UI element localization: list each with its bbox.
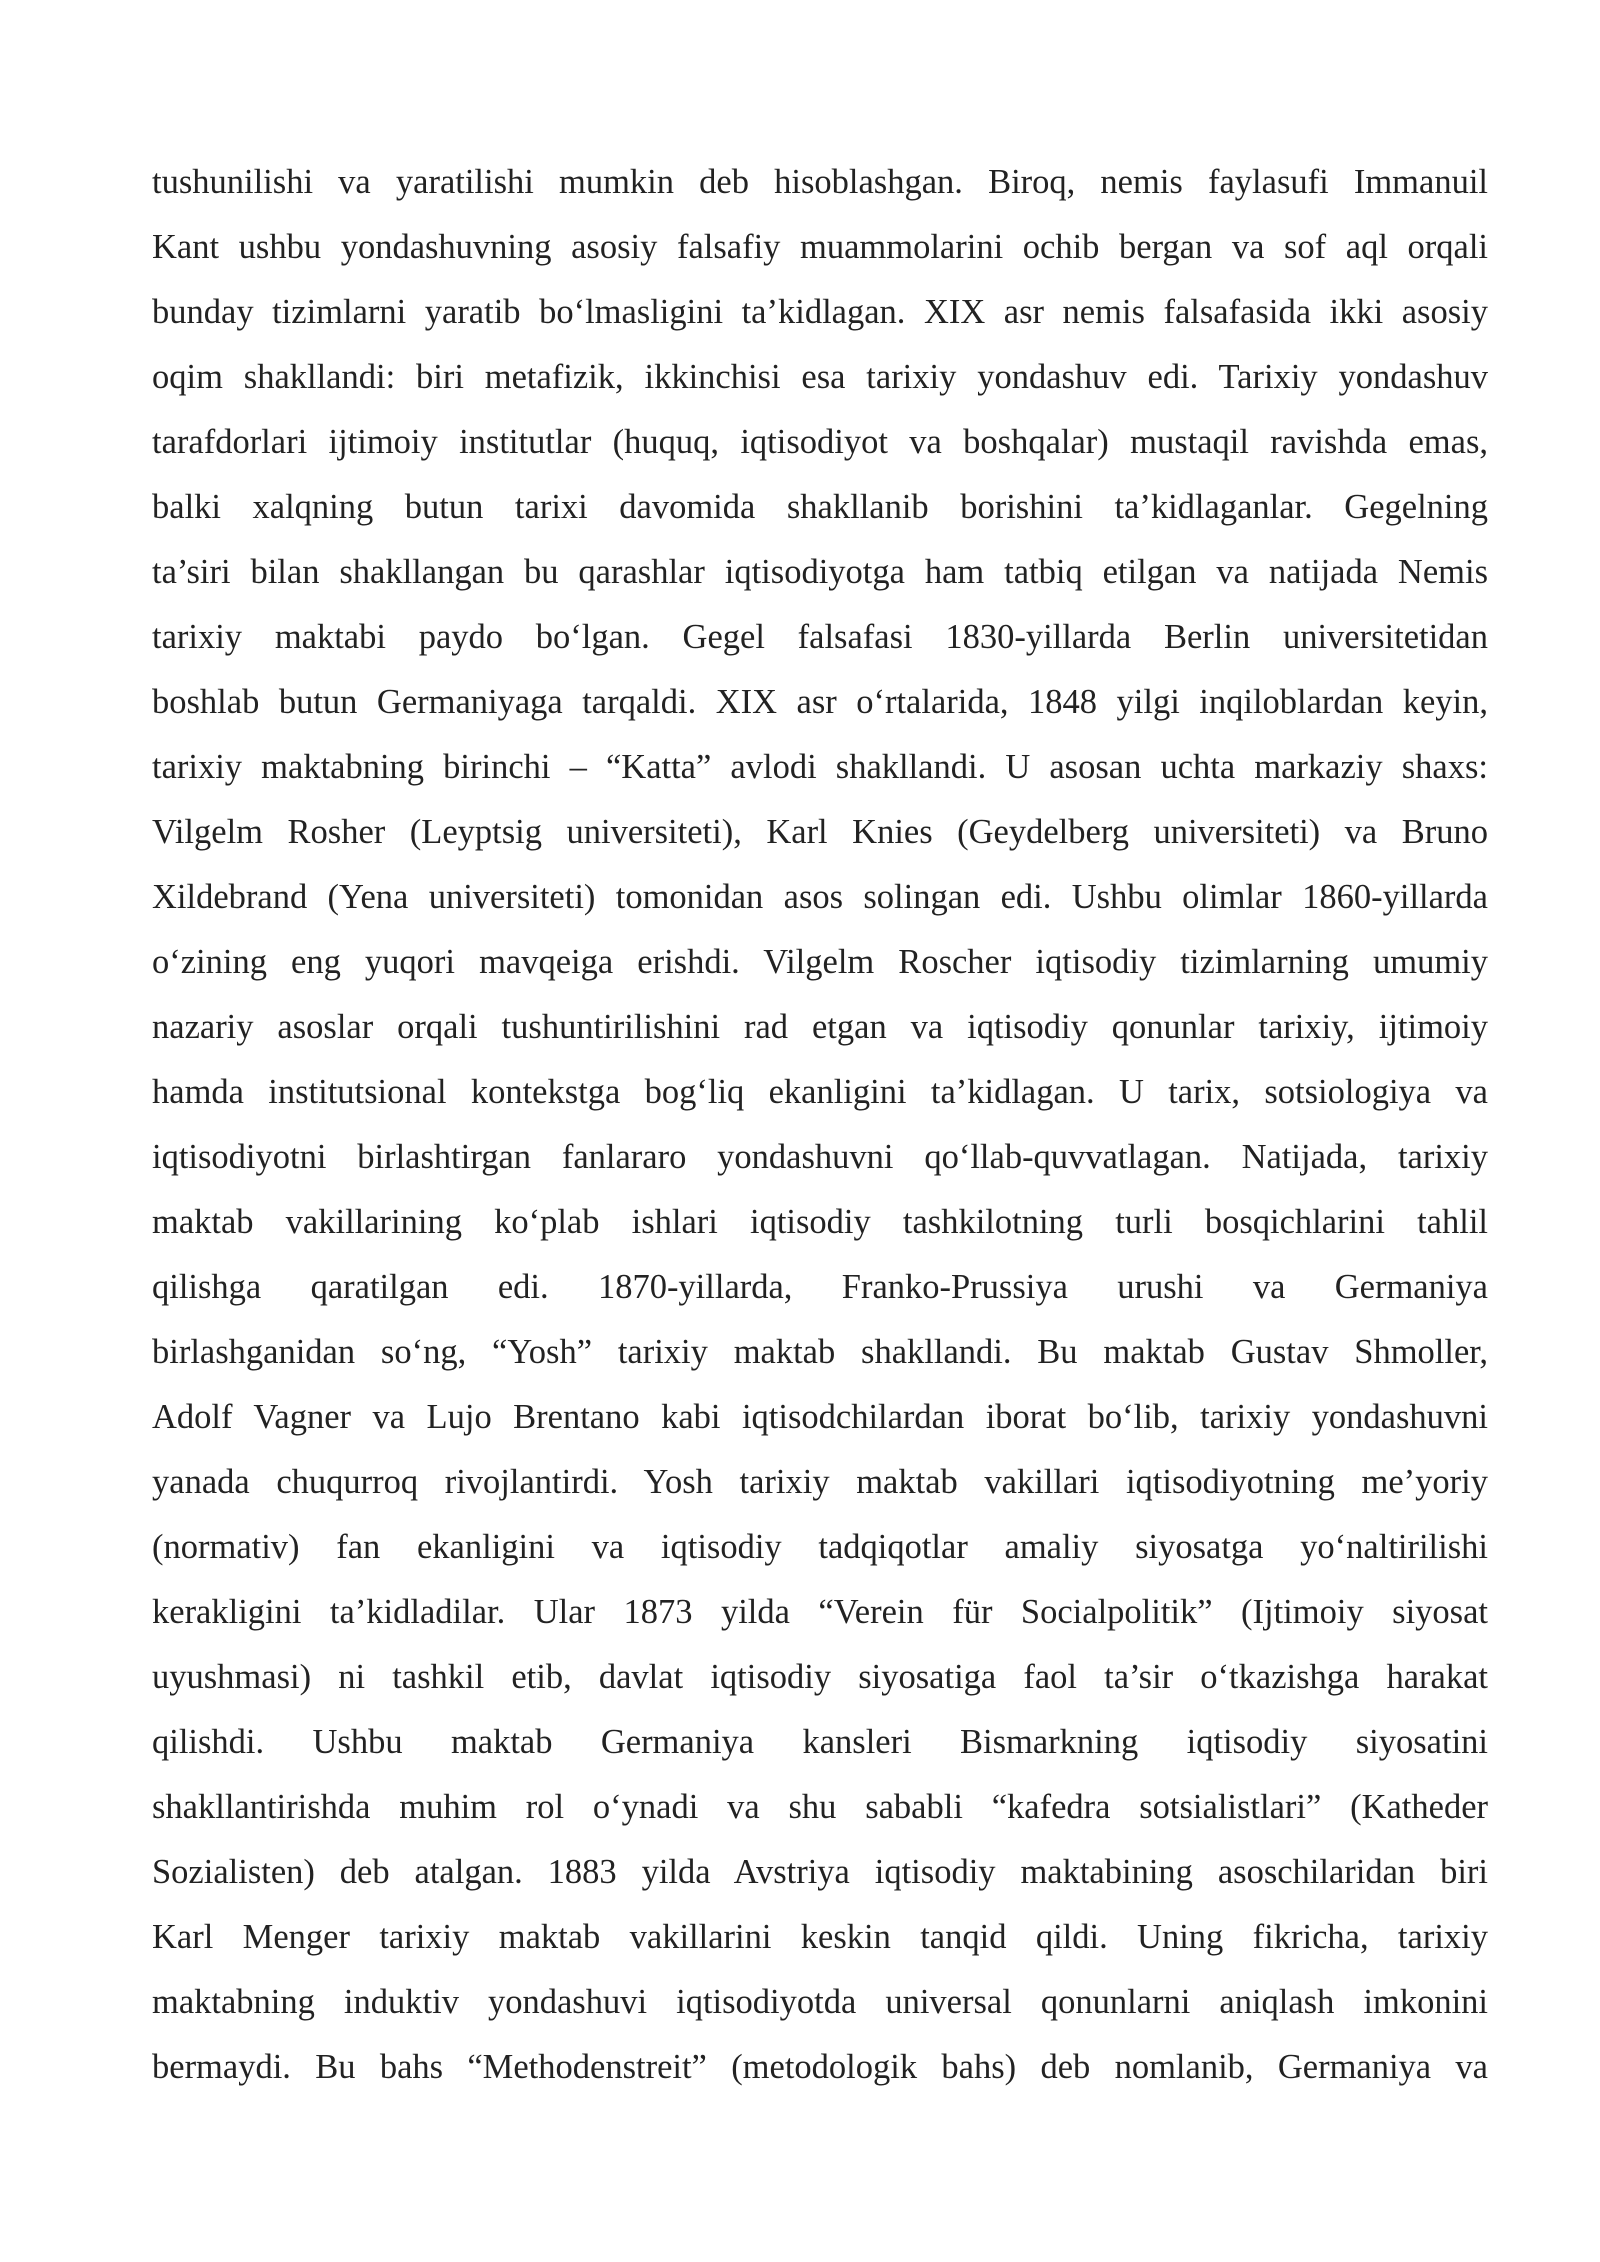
text-line: tarixiy maktabi paydo bo‘lgan. Gegel falsafasi 1830-yillarda Berlin universitetidan (152, 618, 1488, 656)
text-line: tushunilishi va yaratilishi mumkin deb hisoblashgan. Biroq, nemis faylasufi Immanuil (152, 163, 1488, 201)
text-line: nazariy asoslar orqali tushuntirilishini rad etgan va iqtisodiy qonunlar tarixiy, ijtimoiy (152, 1008, 1488, 1046)
text-line: bunday tizimlarni yaratib bo‘lmasligini ta’kidlagan. XIX asr nemis falsafasida ikki asosiy (152, 293, 1488, 331)
text-line: (normativ) fan ekanligini va iqtisodiy tadqiqotlar amaliy siyosatga yo‘naltirilishi (152, 1528, 1488, 1566)
body-paragraph (152, 150, 1488, 2100)
text-line: tarafdorlari ijtimoiy institutlar (huquq, iqtisodiyot va boshqalar) mustaqil ravishda emas, (152, 423, 1488, 461)
text-line: oqim shakllandi: biri metafizik, ikkinchisi esa tarixiy yondashuv edi. Tarixiy yondashuv (152, 358, 1488, 396)
text-line: Sozialisten) deb atalgan. 1883 yilda Avstriya iqtisodiy maktabining asoschilaridan biri (152, 1853, 1488, 1891)
text-line: Karl Menger tarixiy maktab vakillarini keskin tanqid qildi. Uning fikricha, tarixiy (152, 1918, 1488, 1956)
text-line: shakllantirishda muhim rol o‘ynadi va shu sababli “kafedra sotsialistlari” (Katheder (152, 1788, 1488, 1826)
text-line: kerakligini ta’kidladilar. Ular 1873 yilda “Verein für Socialpolitik” (Ijtimoiy siyosat (152, 1593, 1488, 1631)
text-line: uyushmasi) ni tashkil etib, davlat iqtisodiy siyosatiga faol ta’sir o‘tkazishga harakat (152, 1658, 1488, 1696)
text-line: birlashganidan so‘ng, “Yosh” tarixiy maktab shakllandi. Bu maktab Gustav Shmoller, (152, 1333, 1488, 1371)
text-line: tarixiy maktabning birinchi – “Katta” avlodi shakllandi. U asosan uchta markaziy shaxs: (152, 748, 1488, 786)
text-line: boshlab butun Germaniyaga tarqaldi. XIX asr o‘rtalarida, 1848 yilgi inqiloblardan keyin, (152, 683, 1488, 721)
text-line: Xildebrand (Yena universiteti) tomonidan asos solingan edi. Ushbu olimlar 1860-yillarda (152, 878, 1488, 916)
text-line: maktabning induktiv yondashuvi iqtisodiyotda universal qonunlarni aniqlash imkonini (152, 1983, 1488, 2021)
text-line: qilishga qaratilgan edi. 1870-yillarda, Franko-Prussiya urushi va Germaniya (152, 1268, 1488, 1306)
text-line: Adolf Vagner va Lujo Brentano kabi iqtisodchilardan iborat bo‘lib, tarixiy yondashuvni (152, 1398, 1488, 1436)
text-line: hamda institutsional kontekstga bog‘liq ekanligini ta’kidlagan. U tarix, sotsiologiya va (152, 1073, 1488, 1111)
text-line: ta’siri bilan shakllangan bu qarashlar iqtisodiyotga ham tatbiq etilgan va natijada Nemis (152, 553, 1488, 591)
text-line: iqtisodiyotni birlashtirgan fanlararo yondashuvni qo‘llab-quvvatlagan. Natijada, tarixiy (152, 1138, 1488, 1176)
text-line: qilishdi. Ushbu maktab Germaniya kansleri Bismarkning iqtisodiy siyosatini (152, 1723, 1488, 1761)
text-line: Kant ushbu yondashuvning asosiy falsafiy muammolarini ochib bergan va sof aql orqali (152, 228, 1488, 266)
text-line: bermaydi. Bu bahs “Methodenstreit” (metodologik bahs) deb nomlanib, Germaniya va (152, 2048, 1488, 2086)
text-line: maktab vakillarining ko‘plab ishlari iqtisodiy tashkilotning turli bosqichlarini tahlil (152, 1203, 1488, 1241)
text-line: o‘zining eng yuqori mavqeiga erishdi. Vilgelm Roscher iqtisodiy tizimlarning umumiy (152, 943, 1488, 981)
text-line: Vilgelm Rosher (Leyptsig universiteti), Karl Knies (Geydelberg universiteti) va Bruno (152, 813, 1488, 851)
text-line: yanada chuqurroq rivojlantirdi. Yosh tarixiy maktab vakillari iqtisodiyotning me’yoriy (152, 1463, 1488, 1501)
text-line: balki xalqning butun tarixi davomida shakllanib borishini ta’kidlaganlar. Gegelning (152, 488, 1488, 526)
